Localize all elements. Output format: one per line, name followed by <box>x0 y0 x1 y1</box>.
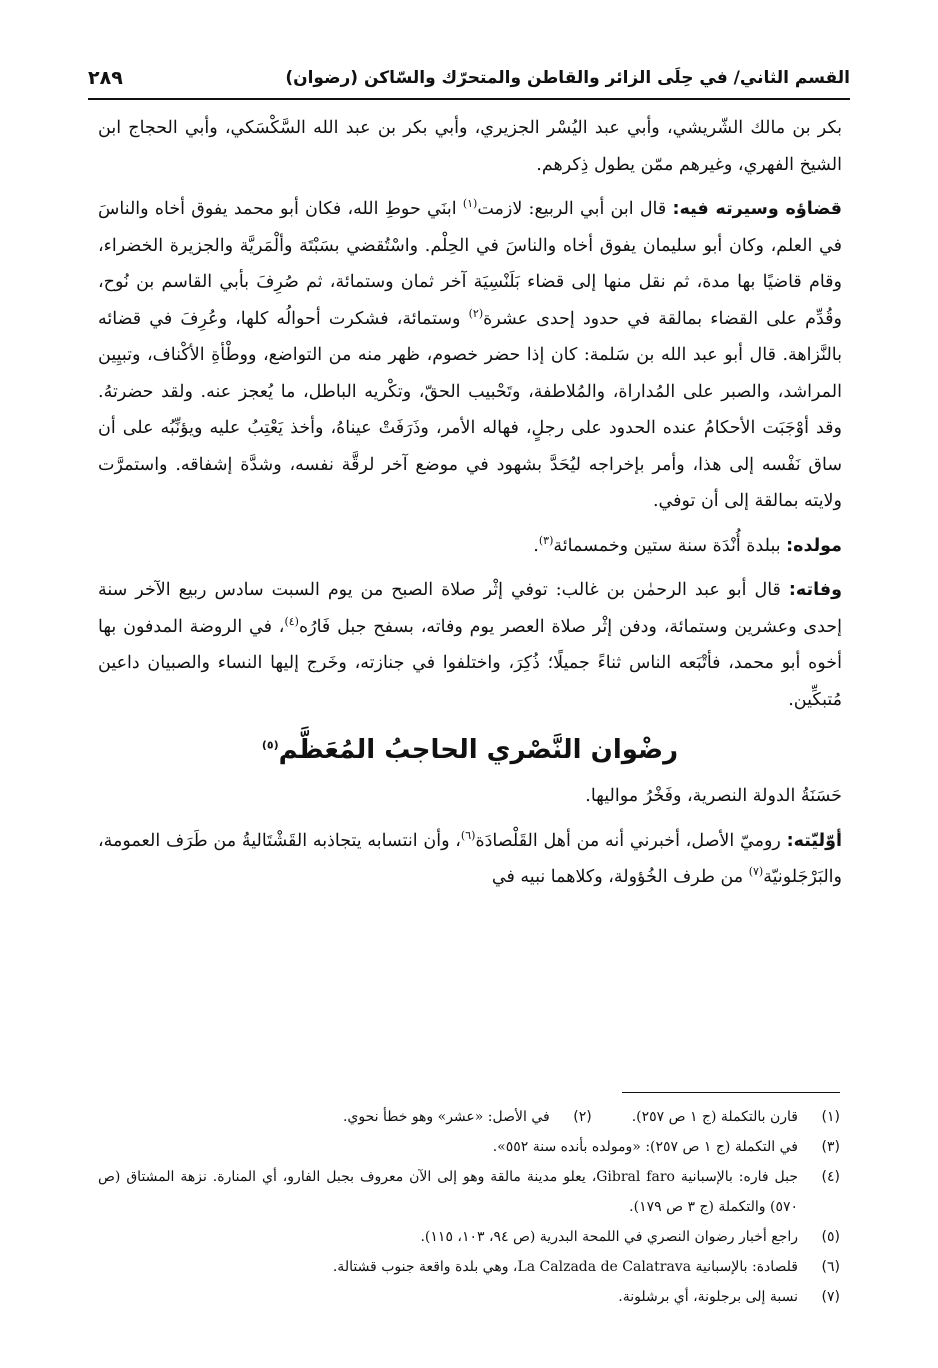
footnote-text: راجع أخبار رضوان النصري في اللمحة البدرية (ص ٩٤، ١٠٣، ١١٥). <box>420 1229 798 1245</box>
page-header <box>88 58 850 100</box>
footnote-ref-3[interactable]: (٣) <box>538 533 554 547</box>
paragraph-teachers: بكر بن مالك الشّريشي، وأبي عبد اليُسْر الجزيري، وأبي بكر بن عبد الله السَّكْسَكي، وأبي الحجاج ابن الشيخ الفهري، وغيرهم ممّن يطول ذِكرهم. <box>98 118 842 175</box>
footnote-marker: (٦) <box>821 1259 840 1275</box>
paragraph-origins <box>98 823 842 896</box>
section-title <box>98 730 842 770</box>
footnote-ref-1[interactable]: (١) <box>462 197 478 211</box>
footnote-text: قارن بالتكملة (ج ١ ص ٢٥٧). <box>631 1109 798 1125</box>
paragraph-judgeship <box>98 191 842 520</box>
footnote-7 <box>98 1282 840 1312</box>
footnote-ref-6[interactable]: (٦) <box>460 828 476 842</box>
death-text-2: ، في الروضة المدفون بها أخوه أبو محمد، فأتْبَعه الناس ثناءً جميلًا؛ ذُكِرَ، واختلفوا في جنازته، وخَرج إليها النساء والصبيان داعين مُتبكِّين. <box>98 616 842 710</box>
origins-heading: أوّليّته: <box>786 830 842 851</box>
footnote-ref-7[interactable]: (٧) <box>748 865 764 879</box>
birth-text-2: . <box>533 535 539 556</box>
main-text <box>98 110 842 896</box>
footnote-ref-2[interactable]: (٢) <box>468 306 484 320</box>
origins-text-3: من طرف الخُؤولة، وكلاهما نبيه في <box>491 867 749 887</box>
judgeship-text-1: قال ابن أبي الربيع: لازمت <box>477 199 673 219</box>
section-title-text: رضْوان النَّصْري الحاجبُ المُعَظَّم <box>278 735 679 765</box>
page-number: ٢٨٩ <box>88 67 123 89</box>
footnote-4 <box>98 1162 840 1222</box>
footnote-marker: (٧) <box>821 1289 840 1305</box>
footnote-1 <box>632 1102 840 1132</box>
paragraph-epithet: حَسَنَةُ الدولة النصرية، وفَخْرُ مواليها. <box>585 786 842 806</box>
footnote-text: في التكملة (ج ١ ص ٢٥٧): «ومولده بأنده سنة ٥٥٢». <box>492 1139 798 1155</box>
footnote-text: قلصادة: بالإسبانية La Calzada de Calatrava، وهي بلدة واقعة جنوب قشتالة. <box>332 1259 798 1275</box>
footnote-text: نسبة إلى برجلونة، أي برشلونة. <box>618 1289 798 1305</box>
origins-text-1: روميّ الأصل، أخبرني أنه من أهل القَلْصادَة <box>475 830 787 851</box>
footnote-marker: (١) <box>821 1109 840 1125</box>
footnote-marker: (٣) <box>821 1139 840 1155</box>
footnote-6 <box>98 1252 840 1282</box>
footnote-5 <box>98 1222 840 1252</box>
footnote-marker: (٥) <box>821 1229 840 1245</box>
footnote-marker: (٢) <box>573 1109 592 1125</box>
death-text-1: قال أبو عبد الرحمٰن بن غالب: توفي إثْر صلاة الصبح من يوم السبت سادس ربيع الآخر سنة إحدى وعشرين وستمائة، ودفن إثْر صلاة العصر يوم وفاته، بسفح جبل فَارُه <box>98 580 842 637</box>
judgeship-heading: قضاؤه وسيرته فيه: <box>672 199 842 219</box>
paragraph-birth <box>98 528 842 565</box>
birth-text-1: ببلدة أُنْدَة سنة ستين وخمسمائة <box>553 535 787 556</box>
judgeship-text-3: وستمائة، فشكرت أحوالُه كلها، وعُرِفَ في قضائه بالنَّزاهة. قال أبو عبد الله بن سَلمة: كان إذا حضر خصوم، ظهر منه من التواضع، ووطْأةِ الأكْناف، وتبيِين المراشد، والصبر على المُداراة، والمُلاطفة، وتَحْبيب الحقّ، وتكْريه الباطل، ما يُعجز عنه. ولقد حضرتهُ. وقد أوْجَبَت الأحكامُ عنده الحدود على رجلٍ، فهاله الأمر، وذَرَفَتْ عيناهُ، وأخذ يَعْتِبُ عليه ويؤنِّبُه على أن ساق نَفْسه إلى هذا، وأمر بإخراجه ليُحَدَّ بشهود في موضع آخر لرقَّة نفسه، وشدَّة إشفاقه. واستمرَّت ولايته بمالقة إلى أن توفي. <box>98 308 842 511</box>
running-head: القسم الثاني/ في حِلَى الزائر والقاطن والمتحرّك والسّاكن (رضوان) <box>285 68 850 88</box>
footnote-row <box>98 1102 840 1132</box>
footnote-ref-4[interactable]: (٤) <box>284 614 299 628</box>
footnote-divider <box>622 1092 840 1093</box>
birth-heading: مولده: <box>786 535 842 556</box>
footnote-text: في الأصل: «عشر» وهو خطأ نحوي. <box>342 1109 550 1125</box>
origins-text-2: ، وأن انتسابه يتجاذبه القَشْتَاليةُ من طَرَف العمومة، والبَرْجَلونيّة <box>98 830 842 887</box>
footnote-3 <box>98 1132 840 1162</box>
death-heading: وفاته: <box>788 580 842 600</box>
footnote-2 <box>343 1102 592 1132</box>
footnote-text: جبل فاره: بالإسبانية Gibral faro، يعلو مدينة مالقة وهو إلى الآن معروف بجبل الفارو، أي المنارة. نزهة المشتاق (ص ٥٧٠) والتكملة (ج ٣ ص ١٧٩). <box>98 1169 798 1215</box>
footnote-ref-5[interactable]: (٥) <box>261 738 279 752</box>
footnote-marker: (٤) <box>821 1169 840 1185</box>
judgeship-text-2: ابنَي حوطِ الله، فكان أبو محمد يفوق أخاه والناسَ في العلم، وكان أبو سليمان يفوق أخاه والناسَ في الحِلْم. واسْتُقضي بسَبْتَة وألْمَريَّة والجزيرة الخضراء، وقام قاضيًا بها مدة، ثم نقل منها إلى قضاء بَلَنْسِيَة آخر ثمان وستمائة، ثم صُرِفَ بأبي القاسم بن نُوح، وقُدِّم على القضاء بمالقة في حدود إحدى عشرة <box>98 199 842 329</box>
footnotes <box>98 1102 840 1312</box>
paragraph-death <box>98 572 842 718</box>
